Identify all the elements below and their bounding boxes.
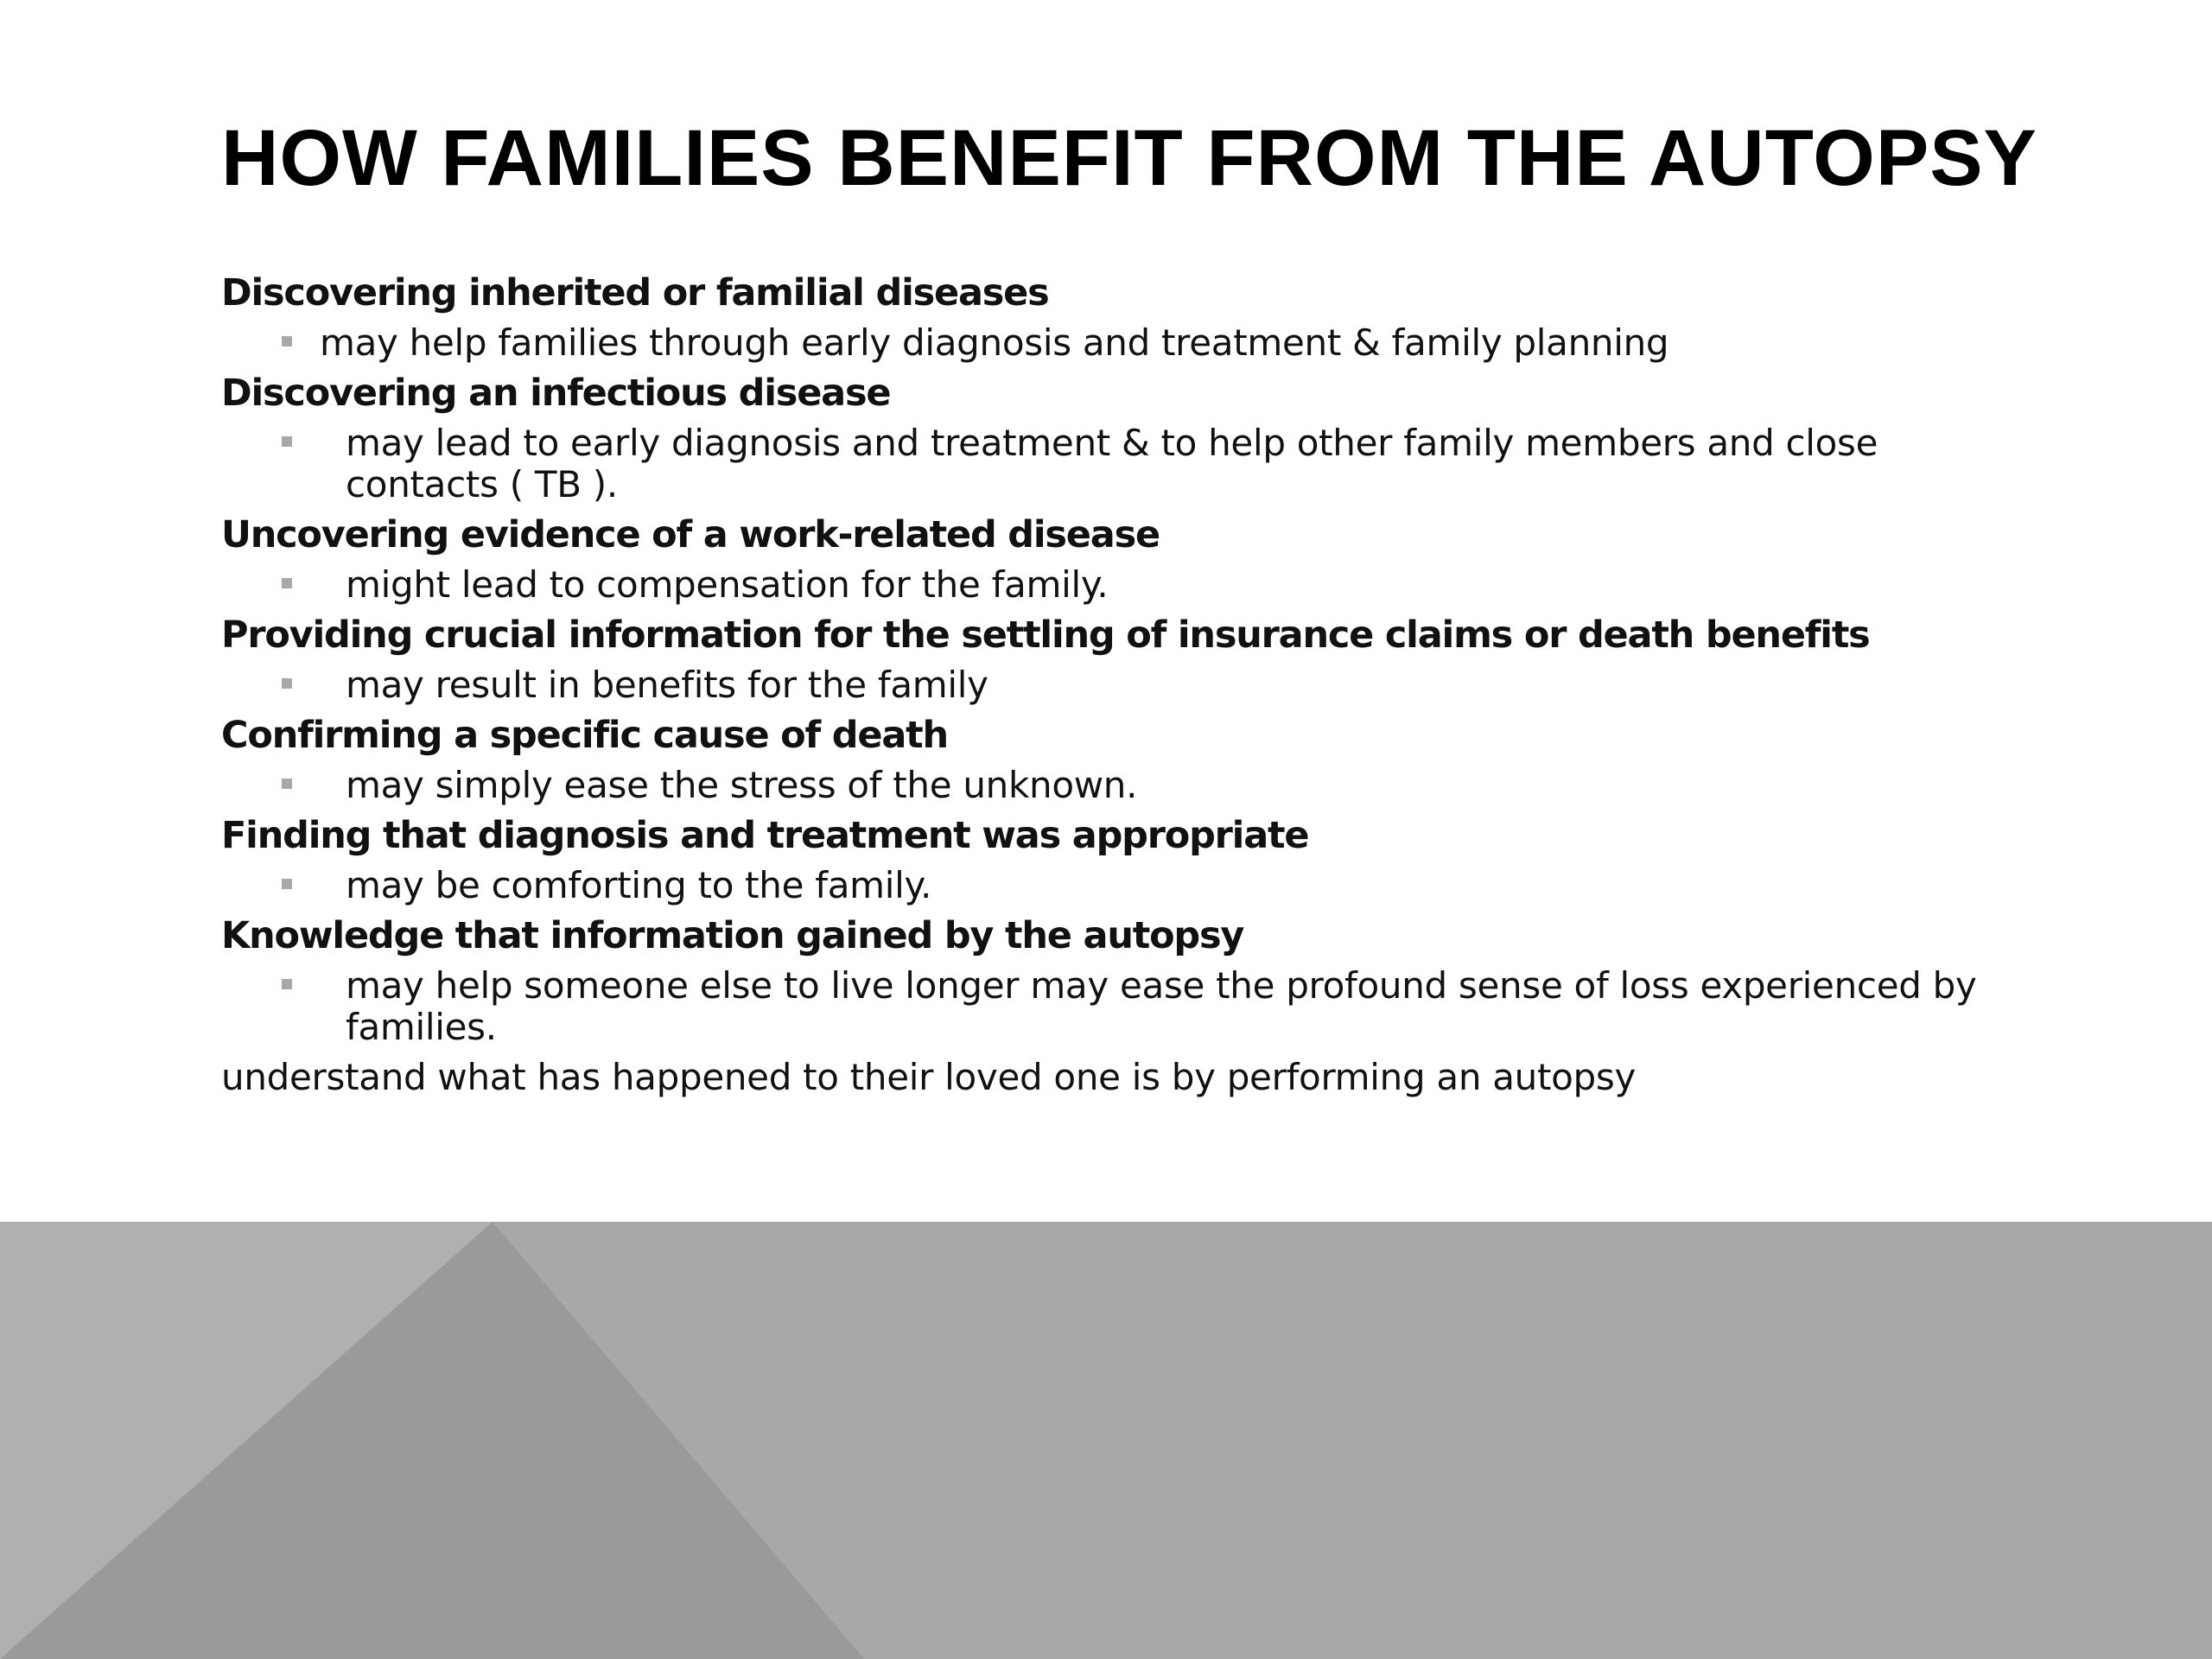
bullet-square-icon — [282, 779, 292, 789]
bullet-text: may help families through early diagnosis and treatment & family planning — [320, 321, 1669, 364]
section-bullet — [221, 760, 2001, 810]
section-heading: Knowledge that information gained by the autopsy — [221, 914, 1244, 957]
section-bullet — [221, 418, 2001, 510]
bullet-text: may lead to early diagnosis and treatment & to help other family members and close contacts ( TB ). — [346, 422, 1878, 505]
section-heading: Finding that diagnosis and treatment was appropriate — [221, 814, 1309, 857]
closing-text: understand what has happened to their loved one is by performing an autopsy — [221, 1056, 1637, 1098]
footer-decoration — [0, 1222, 2212, 1659]
section-heading: Discovering an infectious disease — [221, 372, 891, 415]
bullet-text: may help someone else to live longer may ease the profound sense of loss experienced by families. — [346, 964, 1977, 1048]
section-bullet — [221, 660, 2001, 710]
bullet-square-icon — [282, 578, 292, 588]
slide-title: HOW FAMILIES BENEFIT FROM THE AUTOPSY — [221, 114, 2037, 202]
bullet-square-icon — [282, 979, 292, 989]
section-bullet — [221, 318, 2001, 368]
section-heading: Providing crucial information for the settling of insurance claims or death benefits — [221, 613, 1870, 657]
slide-content — [221, 268, 2001, 1103]
bullet-text: may result in benefits for the family — [346, 664, 988, 706]
bullet-text: may be comforting to the family. — [346, 864, 932, 906]
bullet-square-icon — [282, 336, 292, 346]
bullet-square-icon — [282, 879, 292, 889]
section-bullet — [221, 961, 2001, 1052]
footer-shapes — [0, 1222, 2212, 1659]
section-heading: Discovering inherited or familial diseases — [221, 271, 1049, 315]
bullet-text: may simply ease the stress of the unknown. — [346, 764, 1138, 806]
section-heading: Uncovering evidence of a work-related disease — [221, 513, 1160, 556]
bullet-square-icon — [282, 436, 292, 447]
section-bullet — [221, 560, 2001, 610]
section-bullet — [221, 861, 2001, 911]
section-heading: Confirming a specific cause of death — [221, 714, 948, 757]
bullet-square-icon — [282, 678, 292, 689]
bullet-text: might lead to compensation for the family. — [346, 563, 1109, 606]
